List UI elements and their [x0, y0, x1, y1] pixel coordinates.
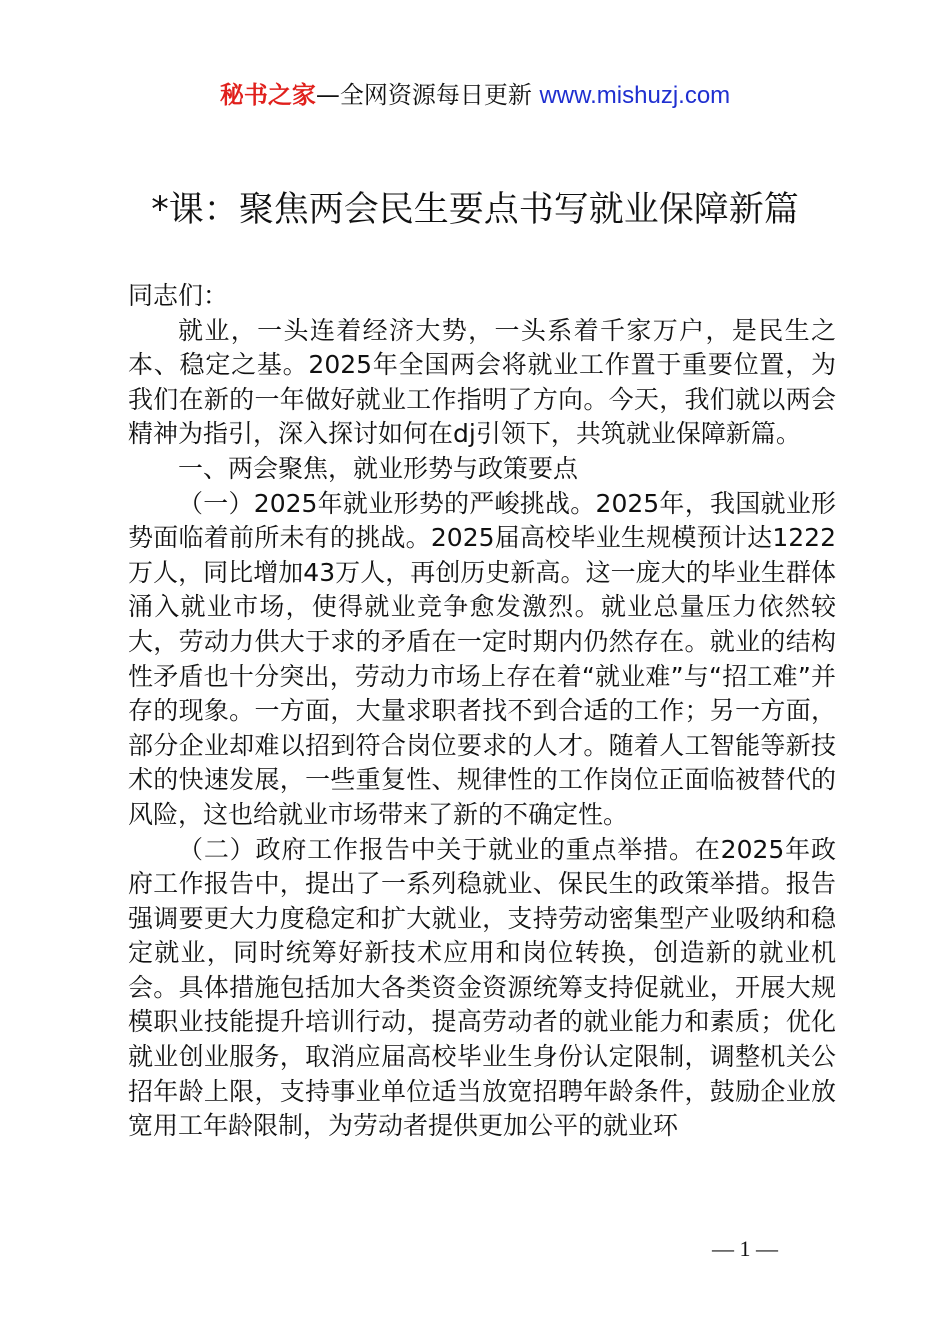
document-title: *课：聚焦两会民生要点书写就业保障新篇 [151, 190, 799, 230]
body-paragraph: （一）2025年就业形势的严峻挑战。2025年，我国就业形势面临着前所未有的挑战。2025届高校毕业生规模预计达1222万人，同比增加43万人，再创历史新高。这一庞大的毕业生群体涌入就业市场，使得就业竞争愈发激烈。就业总量压力依然较大，劳动力供大于求的矛盾在一定时期内仍然存在。就业的结构性矛盾也十分突出，劳动力市场上存在着“就业难”与“招工难”并存的现象。一方面，大量求职者找不到合适的工作；另一方面，部分企业却难以招到符合岗位要求的人才。随着人工智能等新技术的快速发展，一些重复性、规律性的工作岗位正面临被替代的风险，这也给就业市场带来了新的不确定性。 [128, 488, 836, 829]
salutation: 同志们： [128, 281, 229, 310]
section-heading: 一、两会聚焦，就业形势与政策要点 [178, 453, 579, 483]
site-url-link[interactable]: www.mishuzj.com [539, 82, 731, 109]
site-tagline: —全网资源每日更新 [315, 81, 532, 109]
page-number: — 1 — [712, 1236, 778, 1261]
brand-name: 秘书之家 [219, 81, 316, 109]
intro-paragraph: 就业，一头连着经济大势，一头系着千家万户，是民生之本、稳定之基。2025年全国两会将就业工作置于重要位置，为我们在新的一年做好就业工作指明了方向。今天，我们就以两会精神为指引，深入探讨如何在dj引领下，共筑就业保障新篇。 [128, 315, 836, 449]
document-body [128, 279, 836, 1144]
site-header [0, 78, 950, 113]
body-paragraph: （二）政府工作报告中关于就业的重点举措。在2025年政府工作报告中，提出了一系列稳就业、保民生的政策举措。报告强调要更大力度稳定和扩大就业，支持劳动密集型产业吸纳和稳定就业，同时统筹好新技术应用和岗位转换，创造新的就业机会。具体措施包括加大各类资金资源统筹支持促就业，开展大规模职业技能提升培训行动，提高劳动者的就业能力和素质；优化就业创业服务，取消应届高校毕业生身份认定限制，调整机关公招年龄上限，支持事业单位适当放宽招聘年龄条件，鼓励企业放宽用工年龄限制，为劳动者提供更加公平的就业环 [128, 834, 836, 1141]
